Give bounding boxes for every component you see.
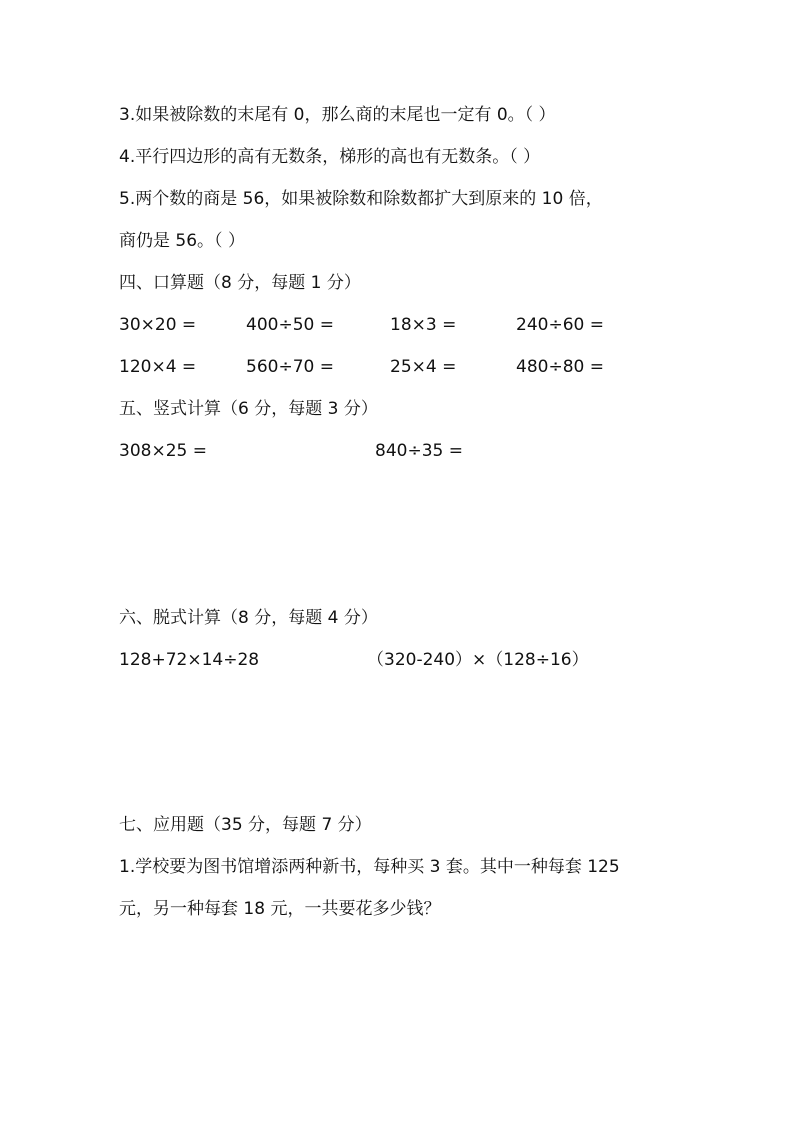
mental-math-item: 480÷80 = [516, 357, 604, 377]
judgement-question-3: 3.如果被除数的末尾有 0，那么商的末尾也一定有 0。（ ） [119, 105, 556, 125]
judgement-question-5-line-2: 商仍是 56。（ ） [119, 231, 245, 251]
vertical-calc-item: 840÷35 = [375, 441, 463, 461]
mental-math-item: 25×4 = [390, 357, 457, 377]
mental-math-item: 18×3 = [390, 315, 457, 335]
judgement-question-5-line-1: 5.两个数的商是 56，如果被除数和除数都扩大到原来的 10 倍， [119, 189, 603, 209]
mental-math-item: 560÷70 = [246, 357, 334, 377]
section-7-heading: 七、应用题（35 分，每题 7 分） [119, 815, 372, 835]
mental-math-item: 30×20 = [119, 315, 197, 335]
judgement-question-4: 4.平行四边形的高有无数条，梯形的高也有无数条。（ ） [119, 147, 541, 167]
mental-math-item: 400÷50 = [246, 315, 334, 335]
word-problem-1-line-2: 元，另一种每套 18 元，一共要花多少钱？ [119, 899, 441, 919]
step-calc-item: （320-240）×（128÷16） [367, 650, 589, 670]
mental-math-item: 120×4 = [119, 357, 197, 377]
section-6-heading: 六、脱式计算（8 分，每题 4 分） [119, 608, 378, 628]
vertical-calc-item: 308×25 = [119, 441, 207, 461]
step-calc-item: 128+72×14÷28 [119, 650, 260, 670]
mental-math-item: 240÷60 = [516, 315, 604, 335]
section-4-heading: 四、口算题（8 分，每题 1 分） [119, 273, 361, 293]
word-problem-1-line-1: 1.学校要为图书馆增添两种新书，每种买 3 套。其中一种每套 125 [119, 857, 620, 877]
section-5-heading: 五、竖式计算（6 分，每题 3 分） [119, 399, 378, 419]
